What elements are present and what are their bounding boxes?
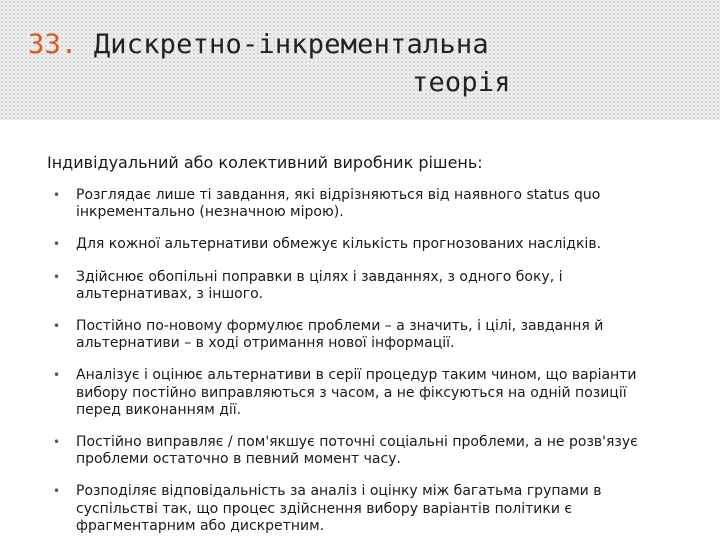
list-item	[47, 236, 667, 253]
title-line-2: теорія	[412, 67, 511, 98]
bullet-icon: •	[53, 484, 61, 499]
bullet-text: Для кожної альтернативи обмежує кількість прогнозованих наслідків.	[76, 236, 602, 253]
list-item	[47, 434, 667, 468]
bullet-icon: •	[53, 188, 61, 202]
bullet-list	[47, 187, 667, 535]
bullet-icon: •	[53, 368, 61, 383]
intro-text: Індивідуальний або колективний виробник рішень:	[47, 153, 483, 172]
list-item	[47, 483, 667, 535]
slide-content	[47, 153, 667, 550]
bullet-text: Розподіляє відповідальність за аналіз і оцінку між багатьма групами в суспільстві так, що процес здійснення вибору варіантів політики є фрагментарним або дискретним.	[76, 483, 602, 534]
slide-number: 33.	[28, 29, 78, 60]
list-item	[47, 367, 667, 419]
bullet-text: Постійно виправляє / пом'якшує поточні соціальні проблеми, а не розв'язує проблеми остаточно в певний момент часу.	[76, 434, 638, 468]
bullet-icon: •	[53, 237, 61, 252]
list-item	[47, 318, 667, 352]
bullet-text: Постійно по-новому формулює проблеми – а значить, і цілі, завдання й альтернативи – в ході отримання нової інформації.	[76, 318, 604, 352]
title-line-1: Дискретно-інкрементальна	[93, 29, 489, 60]
bullet-icon: •	[53, 435, 61, 450]
bullet-text: Аналізує і оцінює альтернативи в серії процедур таким чином, що варіанти вибору постійно виправляються з часом, а не фіксуються на одній позиції перед виконанням дії.	[76, 367, 637, 418]
bullet-text: Здійснює обопільні поправки в цілях і завданнях, з одного боку, і альтернативах, з іншого.	[76, 268, 563, 302]
bullet-text: Розглядає лише ті завдання, які відрізняються від наявного status quo інкрементально (незначною мірою).	[76, 187, 601, 221]
bullet-icon: •	[53, 319, 61, 334]
list-item	[47, 269, 667, 303]
list-item	[47, 187, 667, 221]
slide-title	[28, 26, 511, 102]
bullet-icon: •	[53, 269, 61, 284]
